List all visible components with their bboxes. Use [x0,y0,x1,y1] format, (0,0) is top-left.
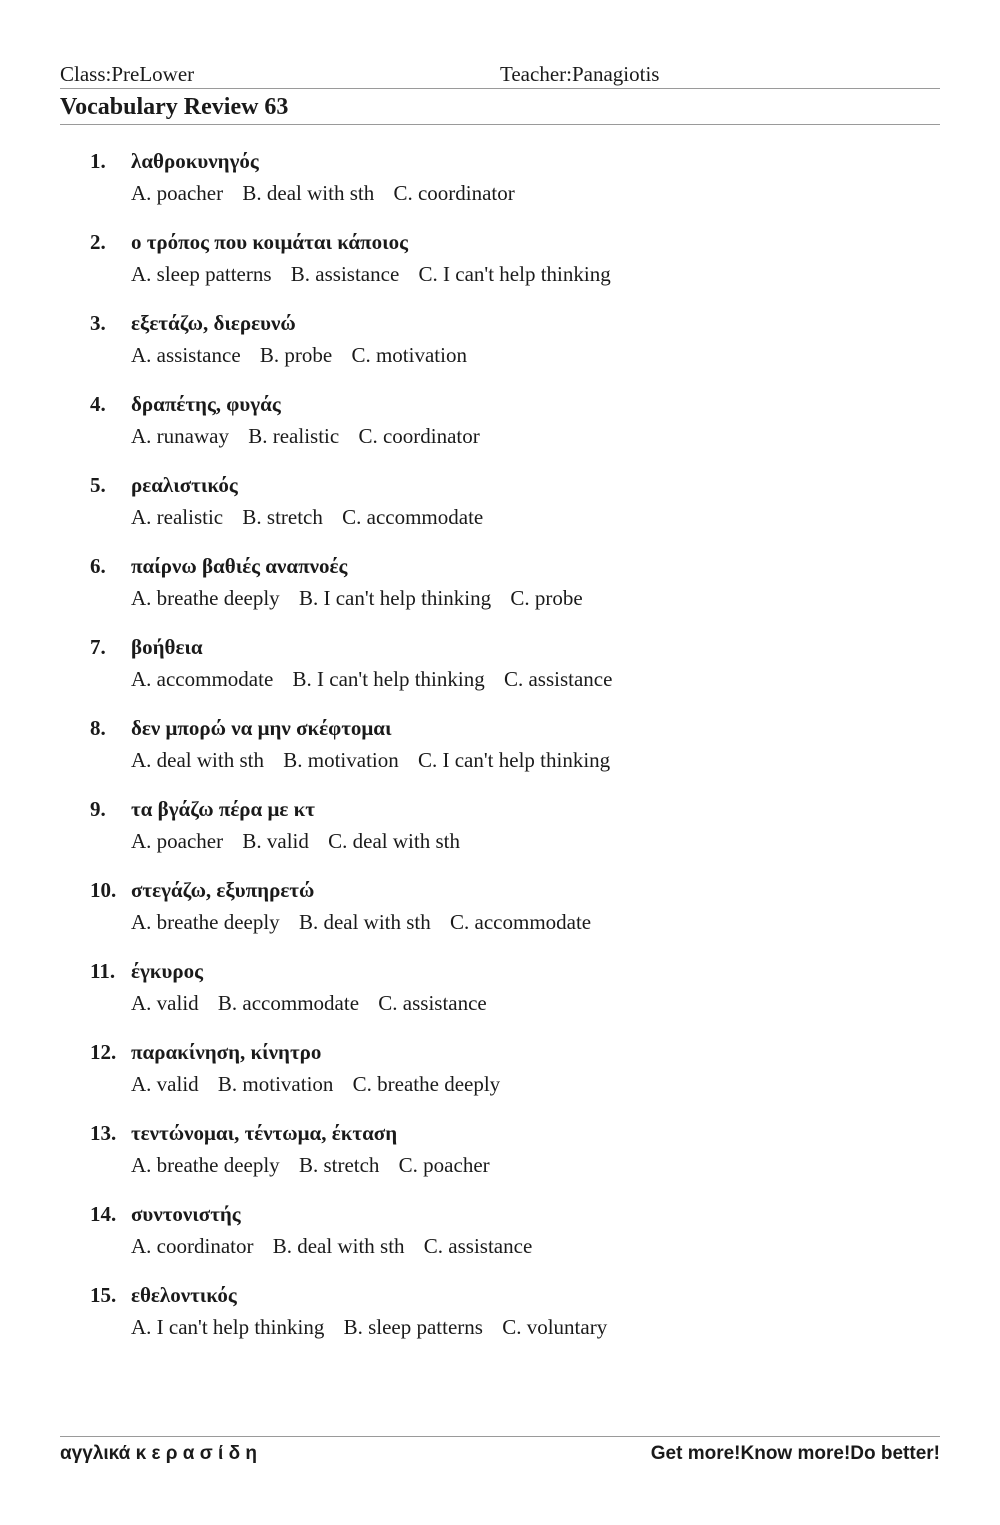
question-options [131,586,597,611]
question-item [0,712,1000,793]
question-options [131,1153,504,1178]
option-b[interactable]: B. motivation [217,1072,334,1096]
option-b[interactable]: B. accommodate [217,991,360,1015]
question-options [131,910,605,935]
option-b[interactable]: B. I can't help thinking [298,586,492,610]
option-a[interactable]: A. poacher [131,181,224,205]
question-prompt: τεντώνομαι, τέντωμα, έκταση [131,1121,398,1145]
class-label: Class:PreLower [60,62,195,86]
option-a[interactable]: A. sleep patterns [131,262,272,286]
question-options [131,1234,546,1259]
option-c[interactable]: C. I can't help thinking [417,748,611,772]
question-options [131,829,474,854]
option-b[interactable]: B. motivation [283,748,399,772]
option-b[interactable]: B. I can't help thinking [292,667,485,691]
question-options [131,505,497,530]
question-number: 5. [90,473,106,497]
option-a[interactable]: A. assistance [131,343,241,367]
question-options [131,424,494,449]
question-item [0,550,1000,631]
option-a[interactable]: A. realistic [131,505,224,529]
option-a[interactable]: A. poacher [131,829,224,853]
option-c[interactable]: C. coordinator [358,424,480,448]
option-a[interactable]: A. accommodate [131,667,274,691]
question-number: 9. [90,797,106,821]
question-prompt: στεγάζω, εξυπηρετώ [131,878,315,902]
option-b[interactable]: B. assistance [290,262,400,286]
option-c[interactable]: C. accommodate [342,505,484,529]
worksheet-footer [60,1436,940,1469]
question-number: 3. [90,311,106,335]
question-options [131,181,529,206]
question-number: 14. [90,1202,117,1226]
option-a[interactable]: A. breathe deeply [131,586,280,610]
question-item [0,388,1000,469]
option-c[interactable]: C. assistance [423,1234,533,1258]
question-prompt: ρεαλιστικός [131,473,238,497]
question-number: 12. [90,1040,117,1064]
option-b[interactable]: B. realistic [248,424,340,448]
question-item [0,874,1000,955]
option-a[interactable]: A. coordinator [131,1234,254,1258]
option-a[interactable]: A. breathe deeply [131,1153,280,1177]
question-prompt: δεν μπορώ να μην σκέφτομαι [131,716,392,740]
option-b[interactable]: B. deal with sth [272,1234,405,1258]
question-options [131,1072,514,1097]
teacher-label: Teacher:Panagiotis [500,62,660,86]
question-options [131,667,626,692]
question-item [0,145,1000,226]
question-list [0,145,1000,1360]
option-c[interactable]: C. poacher [398,1153,490,1177]
option-c[interactable]: C. assistance [503,667,613,691]
option-b[interactable]: B. sleep patterns [343,1315,483,1339]
option-c[interactable]: C. assistance [378,991,487,1015]
question-prompt: έγκυρος [131,959,203,983]
question-prompt: δραπέτης, φυγάς [131,392,281,416]
question-prompt: λαθροκυνηγός [131,149,259,173]
footer-slogan: Get more!Know more!Do better! [650,1443,940,1464]
question-options [131,748,624,773]
question-prompt: συντονιστής [131,1202,241,1226]
question-prompt: παίρνω βαθιές αναπνοές [131,554,348,578]
question-item [0,307,1000,388]
option-c[interactable]: C. I can't help thinking [418,262,611,286]
option-c[interactable]: C. motivation [351,343,467,367]
question-item [0,1117,1000,1198]
title-row [60,92,940,125]
question-number: 4. [90,392,106,416]
worksheet-header [60,62,940,89]
question-number: 13. [90,1121,117,1145]
option-c[interactable]: C. breathe deeply [352,1072,501,1096]
option-a[interactable]: A. deal with sth [131,748,264,772]
question-prompt: βοήθεια [131,635,203,659]
question-item [0,1279,1000,1360]
question-item [0,1198,1000,1279]
option-c[interactable]: C. voluntary [502,1315,608,1339]
question-prompt: εξετάζω, διερευνώ [131,311,296,335]
question-number: 6. [90,554,106,578]
page-title: Vocabulary Review 63 [60,94,289,120]
question-item [0,226,1000,307]
option-b[interactable]: B. deal with sth [242,181,375,205]
option-c[interactable]: C. accommodate [450,910,592,934]
option-c[interactable]: C. probe [510,586,583,610]
question-options [131,343,481,368]
question-number: 7. [90,635,106,659]
question-number: 11. [90,959,116,983]
option-a[interactable]: A. runaway [131,424,229,448]
question-options [131,1315,621,1340]
question-prompt: εθελοντικός [131,1283,237,1307]
option-b[interactable]: B. stretch [298,1153,380,1177]
question-item [0,793,1000,874]
option-b[interactable]: B. stretch [242,505,323,529]
question-prompt: τα βγάζω πέρα με κτ [131,797,315,821]
option-c[interactable]: C. deal with sth [328,829,460,853]
option-b[interactable]: B. deal with sth [298,910,431,934]
option-a[interactable]: A. I can't help thinking [131,1315,325,1339]
option-b[interactable]: B. probe [259,343,333,367]
question-number: 10. [90,878,117,902]
question-number: 8. [90,716,106,740]
option-a[interactable]: A. valid [131,1072,199,1096]
option-a[interactable]: A. valid [131,991,199,1015]
question-item [0,955,1000,1036]
footer-brand: αγγλικά κ ε ρ α σ ί δ η [60,1443,257,1464]
option-a[interactable]: A. breathe deeply [131,910,280,934]
question-item [0,1036,1000,1117]
question-number: 1. [90,149,106,173]
option-c[interactable]: C. coordinator [393,181,515,205]
question-options [131,262,625,287]
question-prompt: ο τρόπος που κοιμάται κάποιος [131,230,408,254]
question-item [0,631,1000,712]
question-options [131,991,501,1016]
question-number: 2. [90,230,106,254]
question-prompt: παρακίνηση, κίνητρο [131,1040,322,1064]
question-number: 15. [90,1283,117,1307]
question-item [0,469,1000,550]
option-b[interactable]: B. valid [242,829,309,853]
